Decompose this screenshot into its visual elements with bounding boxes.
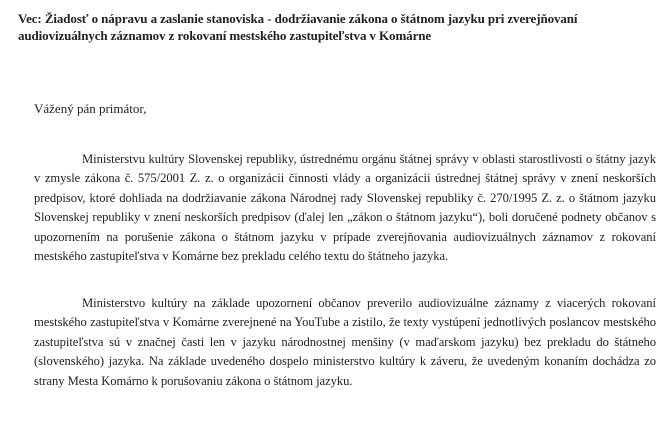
letter-salutation: Vážený pán primátor, [34, 101, 147, 116]
letter-subject: Vec: Žiadosť o nápravu a zaslanie stanoviska - dodržiavanie zákona o štátnom jazyku pri zverejňovaní audiovizuálnych záznamov z rokovaní mestského zastupiteľstva v Komárne [18, 11, 578, 43]
letter-paragraph-1: Ministerstvu kultúry Slovenskej republiky, ústrednému orgánu štátnej správy v oblasti starostlivosti o štátny jazyk v zmysle zákona č. 575/2001 Z. z. o organizácii činnosti vlády a organizácii ústrednej štátnej správy v znení neskorších predpisov, ktoré dohliada na dodržiavanie zákona Národnej rady Slovenskej republiky č. 270/1995 Z. z. o štátnom jazyku Slovenskej republiky v znení neskorších predpisov (ďalej len „zákon o štátnom jazyku“), boli doručené podnety občanov s upozornením na porušenie zákona o štátnom jazyku v prípade zverejňovania audiovizuálnych záznamov z rokovaní mestského zastupiteľstva v Komárne bez prekladu celého textu do štátneho jazyka. [34, 152, 656, 264]
letter-paragraph-2: Ministerstvo kultúry na základe upozornení občanov preverilo audiovizuálne záznamy z viacerých rokovaní mestského zastupiteľstva v Komárne zverejnené na YouTube a zistilo, že texty vystúpení jednotlivých poslancov mestského zastupiteľstva sú v značnej časti len v jazyku národnostnej menšiny (v maďarskom jazyku) bez prekladu do štátneho (slovenského) jazyka. Na základe uvedeného dospelo ministerstvo kultúry k záveru, že uvedeným konaním dochádza zo strany Mesta Komárno k porušovaniu zákona o štátnom jazyku. [34, 296, 656, 388]
